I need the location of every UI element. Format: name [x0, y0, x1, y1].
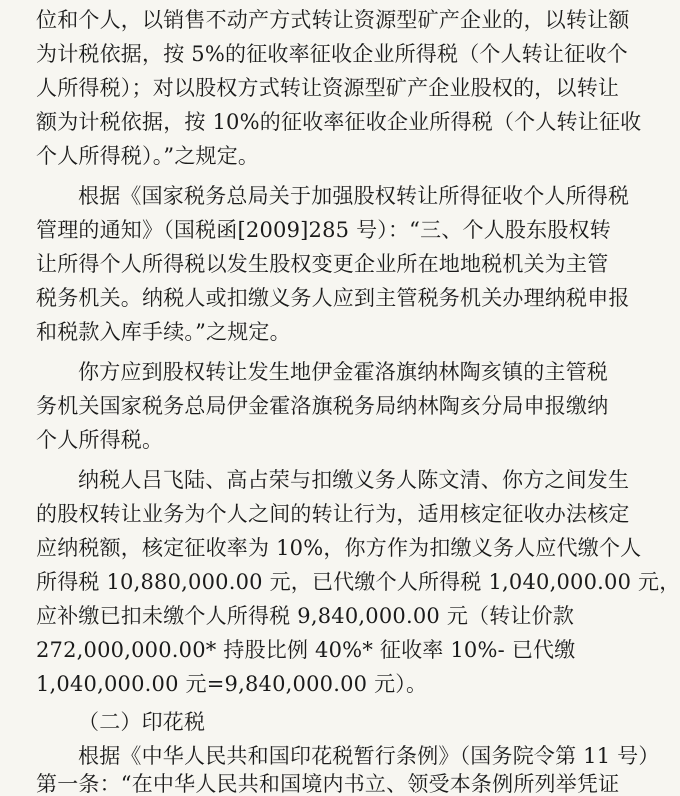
paragraph-start-line: 根据《国家税务总局关于加强股权转让所得征收个人所得税: [78, 184, 630, 208]
text-line: 所得税 10,880,000.00 元，已代缴个人所得税 1,040,000.00 元，: [36, 570, 680, 594]
paragraph-start-line: 根据《中华人民共和国印花税暂行条例》（国务院令第 11 号）: [78, 744, 660, 768]
text-line: 位和个人，以销售不动产方式转让资源型矿产企业的，以转让额: [36, 8, 630, 32]
text-line: 个人所得税。: [36, 428, 164, 452]
text-line: 务机关国家税务总局伊金霍洛旗税务局纳林陶亥分局申报缴纳: [36, 394, 609, 418]
text-line: 1,040,000.00 元=9,840,000.00 元）。: [36, 672, 428, 696]
text-line: 应补缴已扣未缴个人所得税 9,840,000.00 元（转让价款: [36, 604, 575, 628]
text-line: 管理的通知》（国税函[2009]285 号）：“三、个人股东股权转: [36, 218, 611, 242]
paragraph-start-line: 纳税人吕飞陆、高占荣与扣缴义务人陈文清、你方之间发生: [78, 468, 630, 492]
text-line: 和税款入库手续。”之规定。: [36, 320, 291, 344]
text-line: 让所得个人所得税以发生股权变更企业所在地地税机关为主管: [36, 252, 609, 276]
text-line: 的股权转让业务为个人之间的转让行为，适用核定征收办法核定: [36, 502, 630, 526]
text-line: 税务机关。纳税人或扣缴义务人应到主管税务机关办理纳税申报: [36, 286, 630, 310]
text-line: 272,000,000.00* 持股比例 40%* 征收率 10%- 已代缴: [36, 638, 576, 662]
text-line: 应纳税额，核定征收率为 10%，你方作为扣缴义务人应代缴个人: [36, 536, 642, 560]
section-heading: （二）印花税: [78, 710, 206, 734]
text-line: 人所得税）；对以股权方式转让资源型矿产企业股权的，以转让: [36, 76, 620, 100]
text-line: 第一条：“在中华人民共和国境内书立、领受本条例所列举凭证: [36, 772, 620, 796]
paragraph-start-line: 你方应到股权转让发生地伊金霍洛旗纳林陶亥镇的主管税: [78, 360, 608, 384]
text-line: 额为计税依据，按 10%的征收率征收企业所得税（个人转让征收: [36, 110, 642, 134]
text-line: 个人所得税）。”之规定。: [36, 144, 260, 168]
text-line: 为计税依据，按 5%的征收率征收企业所得税（个人转让征收个: [36, 42, 628, 66]
